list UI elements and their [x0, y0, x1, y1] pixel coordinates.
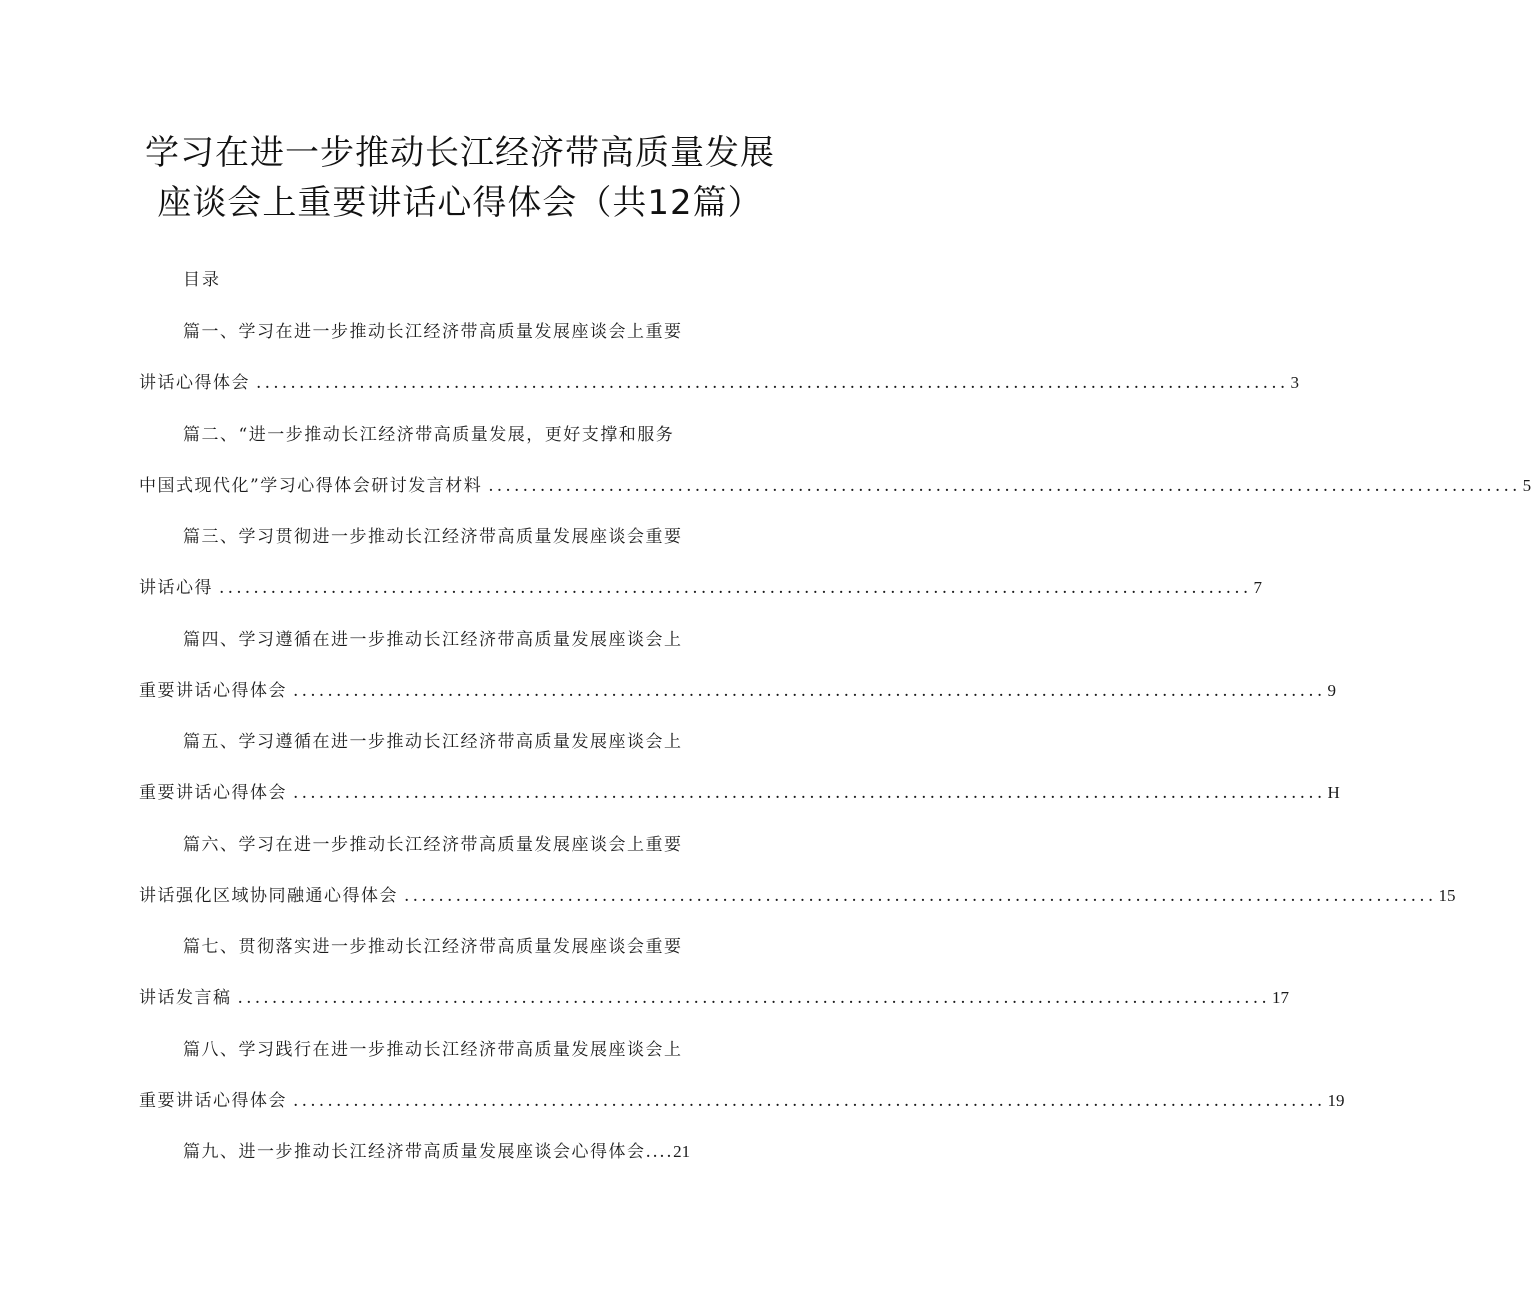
toc-entry-8-line2[interactable] — [139, 1087, 1345, 1115]
toc-entry-3-line1[interactable]: 篇三、学习贯彻进一步推动长江经济带高质量发展座谈会重要 — [183, 527, 683, 547]
toc-entry-leader: ........................................................................................................................ — [293, 1090, 1326, 1111]
toc-entry-text: 重要讲话心得体会 — [139, 680, 287, 701]
toc-entry-page: 5 — [1522, 475, 1531, 495]
toc-entry-6-line2[interactable] — [139, 882, 1456, 910]
toc-entry-8-line1[interactable]: 篇八、学习践行在进一步推动长江经济带高质量发展座谈会上 — [183, 1039, 683, 1060]
toc-entry-7-line1[interactable]: 篇七、贯彻落实进一步推动长江经济带高质量发展座谈会重要 — [183, 937, 683, 957]
toc-entry-leader: ........................................................................................................................ — [404, 885, 1437, 906]
title-line-1: 学习在进一步推动长江经济带高质量发展 — [145, 133, 775, 173]
toc-entry-7-line2[interactable] — [139, 984, 1289, 1012]
toc-entry-page: 19 — [1327, 1090, 1345, 1110]
toc-entry-page: 17 — [1271, 988, 1289, 1007]
toc-entry-4-line1[interactable]: 篇四、学习遵循在进一步推动长江经济带高质量发展座谈会上 — [183, 629, 683, 650]
toc-entry-leader: ........................................................................................................................ — [237, 988, 1270, 1008]
toc-entry-page: 21 — [673, 1142, 691, 1161]
toc-entry-6-line1[interactable]: 篇六、学习在进一步推动长江经济带高质量发展座谈会上重要 — [183, 834, 683, 855]
toc-entry-leader: ........................................................................................................................ — [293, 783, 1326, 803]
toc-entry-9[interactable] — [183, 1138, 690, 1166]
toc-entry-text: 重要讲话心得体会 — [139, 783, 287, 803]
toc-entry-page: 15 — [1438, 885, 1456, 905]
title-line-2: 座谈会上重要讲话心得体会（共12篇） — [157, 183, 763, 223]
toc-entry-5-line1[interactable]: 篇五、学习遵循在进一步推动长江经济带高质量发展座谈会上 — [183, 732, 683, 752]
toc-entry-leader: ........................................................................................................................ — [219, 578, 1252, 598]
toc-entry-text: 讲话发言稿 — [139, 988, 232, 1008]
toc-entry-text: 讲话心得体会 — [139, 373, 250, 393]
toc-entry-1-line1[interactable]: 篇一、学习在进一步推动长江经济带高质量发展座谈会上重要 — [183, 322, 683, 342]
toc-entry-text: 讲话心得 — [139, 578, 213, 598]
toc-entry-leader: ........................................................................................................................ — [293, 680, 1326, 701]
toc-entry-2-line1[interactable]: 篇二、“进一步推动长江经济带高质量发展，更好支撑和服务 — [183, 424, 675, 445]
toc-entry-5-line2[interactable] — [139, 779, 1340, 807]
toc-entry-text: 讲话强化区域协同融通心得体会 — [139, 885, 398, 906]
toc-entry-leader: ........................................................................................................................ — [256, 373, 1289, 393]
toc-entry-text: 中国式现代化”学习心得体会研讨发言材料 — [139, 475, 483, 496]
toc-entry-page: H — [1327, 783, 1340, 802]
toc-entry-text: 篇九、进一步推动长江经济带高质量发展座谈会心得体会 — [183, 1142, 646, 1162]
toc-entry-4-line2[interactable] — [139, 677, 1336, 705]
toc-entry-2-line2[interactable] — [139, 472, 1531, 500]
toc-heading: 目录 — [183, 270, 221, 290]
toc-entry-text: 重要讲话心得体会 — [139, 1090, 287, 1111]
toc-entry-leader: ........................................................................................................................ — [488, 475, 1521, 496]
toc-entry-page: 3 — [1290, 373, 1299, 392]
toc-entry-page: 7 — [1253, 578, 1262, 597]
toc-entry-3-line2[interactable] — [139, 574, 1262, 602]
toc-entry-page: 9 — [1327, 680, 1336, 700]
toc-entry-1-line2[interactable] — [139, 369, 1299, 397]
toc-entry-leader: .... — [645, 1142, 674, 1162]
